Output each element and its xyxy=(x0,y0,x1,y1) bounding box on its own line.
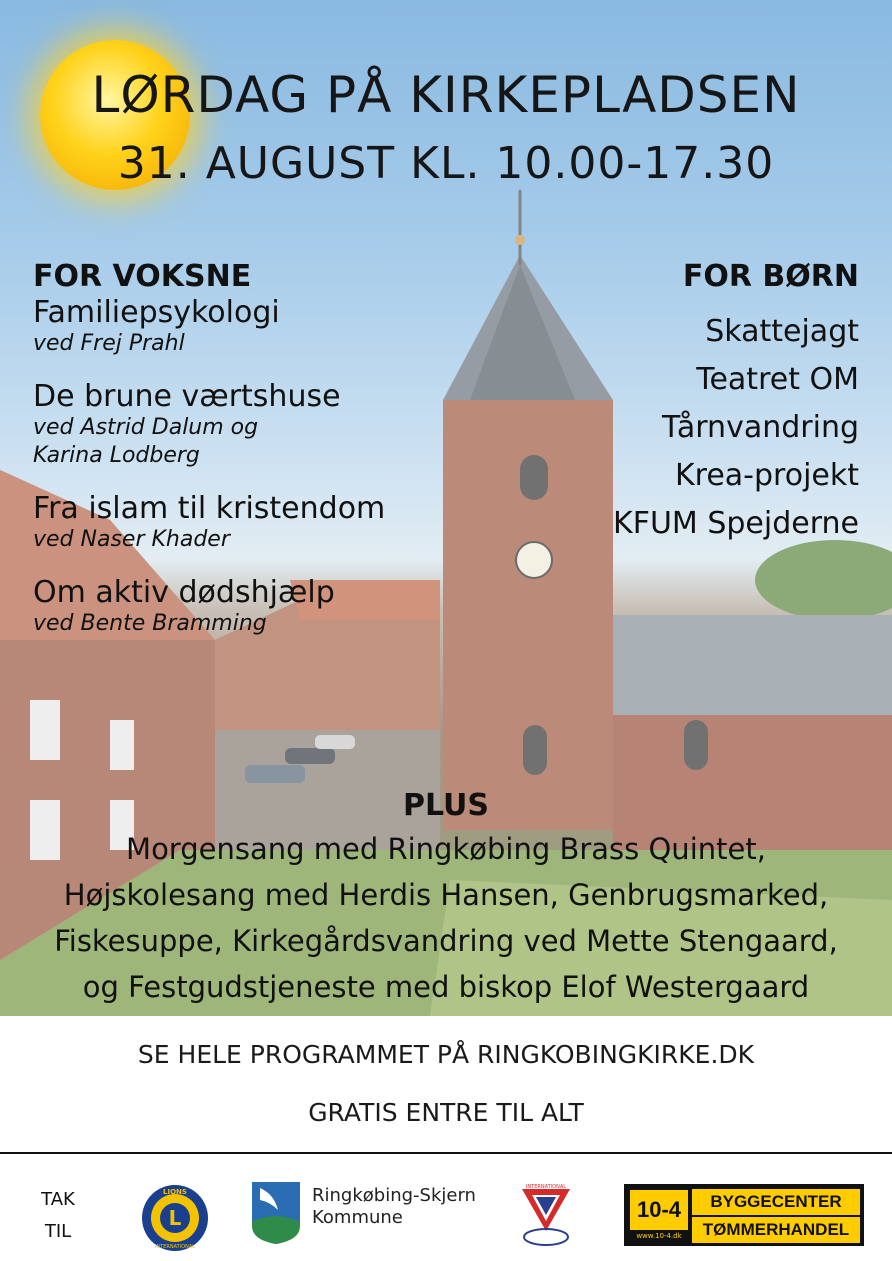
children-heading: FOR BØRN xyxy=(682,259,859,294)
divider xyxy=(0,1152,892,1154)
talk-speaker-continued: Karina Lodberg xyxy=(33,443,200,468)
kommune-name xyxy=(312,1185,476,1229)
free-entry-text: GRATIS ENTRE TIL ALT xyxy=(308,1098,584,1127)
byggecenter-logo xyxy=(624,1184,864,1246)
adults-section xyxy=(33,258,473,660)
thanks-label xyxy=(40,1184,76,1248)
kommune-line: Ringkøbing-Skjern xyxy=(312,1185,476,1206)
talk-speaker: ved Frej Prahl xyxy=(33,331,185,356)
talk-title: Fra islam til kristendom xyxy=(33,491,386,526)
event-title: LØRDAG PÅ KIRKEPLADSEN xyxy=(91,66,801,124)
children-item: Krea-projekt xyxy=(674,458,859,493)
bygge-site: www.10-4.dk xyxy=(636,1232,682,1240)
lions-text: LIONS xyxy=(163,1188,187,1196)
children-item: Skattejagt xyxy=(705,314,859,349)
thanks-line: TIL xyxy=(44,1221,72,1242)
bygge-line: BYGGECENTER xyxy=(692,1189,860,1215)
program-link-text: SE HELE PROGRAMMET PÅ RINGKOBINGKIRKE.DK xyxy=(137,1040,755,1069)
event-date: 31. AUGUST KL. 10.00-17.30 xyxy=(117,138,775,189)
ymca-text: INTERNATIONAL xyxy=(525,1184,567,1190)
plus-section xyxy=(0,786,892,1010)
children-item: Tårnvandring xyxy=(662,410,859,445)
plus-heading: PLUS xyxy=(402,788,489,823)
talk-title: Familiepsykologi xyxy=(33,295,280,330)
talk-title: Om aktiv dødshjælp xyxy=(33,575,335,610)
talk-speaker: ved Naser Khader xyxy=(33,527,230,552)
lions-sub-text: INTERNATIONAL xyxy=(154,1244,196,1250)
plus-line: og Festgudstjeneste med biskop Elof Westergaard xyxy=(82,970,810,1004)
children-section xyxy=(499,258,859,548)
lions-logo xyxy=(140,1183,210,1253)
bygge-line: TØMMERHANDEL xyxy=(692,1217,860,1243)
talk-speaker: ved Astrid Dalum og xyxy=(33,415,259,440)
svg-text:L: L xyxy=(168,1206,182,1230)
ymca-logo xyxy=(518,1183,574,1247)
talk-speaker: ved Bente Bramming xyxy=(33,611,267,636)
plus-line: Højskolesang med Herdis Hansen, Genbrugsmarked, xyxy=(63,878,829,912)
plus-line: Fiskesuppe, Kirkegårdsvandring ved Mette Stengaard, xyxy=(54,924,838,958)
kommune-shield-icon xyxy=(250,1180,302,1246)
plus-line: Morgensang med Ringkøbing Brass Quintet, xyxy=(126,832,766,866)
adults-heading: FOR VOKSNE xyxy=(33,259,252,294)
kommune-line: Kommune xyxy=(312,1207,403,1228)
children-item: KFUM Spejderne xyxy=(613,506,859,541)
children-item: Teatret OM xyxy=(696,362,859,397)
thanks-line: TAK xyxy=(41,1189,75,1210)
talk-title: De brune værtshuse xyxy=(33,379,341,414)
bygge-number: 10-4 xyxy=(630,1190,688,1230)
